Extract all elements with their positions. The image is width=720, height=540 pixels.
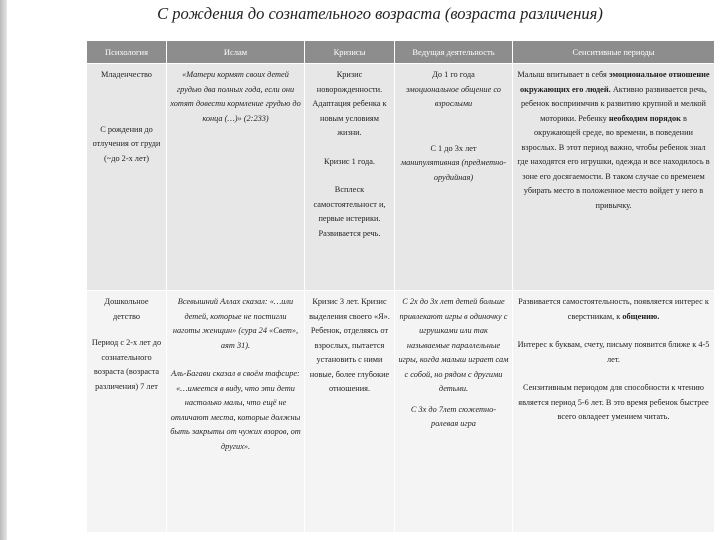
header-psychology: Психология [87, 41, 167, 64]
cell-crises [305, 64, 395, 291]
islam-quote-b: Аль-Багави сказал в своём тафсире: «…имеется в виду, что эти дети настолько малы, что ещё не отличают места, которые должны быть закрыты от чужих взоров, от других». [170, 369, 301, 451]
header-crises: Кризисы [305, 41, 395, 64]
cell-psychology [87, 64, 167, 291]
cell-islam [167, 64, 305, 291]
sens-bold-b: общению. [622, 311, 660, 321]
cell-activity [395, 291, 513, 533]
stage-title: Дошкольное детство [104, 297, 149, 321]
header-islam: Ислам [167, 41, 305, 64]
sens-bold-d: необходим порядок [608, 113, 681, 123]
activity-desc-2: С 3х до 7лет сюжетно-ролевая игра [410, 404, 497, 428]
header-sensitive-periods: Сенситивные периоды [513, 41, 715, 64]
sens-text-a: Развивается самостоятельность, появляется интерес к сверстникам, к [518, 297, 709, 321]
islam-quote: «Матери кормят своих детей грудью два полных года, если они хотят довести кормление грудью до конца (…)» (2:233) [170, 70, 301, 123]
table-header-row [87, 41, 715, 64]
sens-text-a: Малыш впитывает в себя [517, 70, 607, 79]
comparison-table [86, 40, 715, 533]
slide-title: С рождения до сознательного возраста (возраста различения) [157, 4, 603, 23]
crisis-description: Всплеск самостоятельност и, первые истерики. Развивается речь. [313, 185, 386, 238]
sens-text-e: в окружающей среде, во времени, в поведении взрослых. В этот период важно, чтобы ребенок знал где находятся его игрушки, одежда и все находилось в зоне его досягаемости. В таком случае со временем убирать место в положенное место войдет у него в привычку. [517, 113, 710, 210]
stage-period: С рождения до отлучения от груди (~до 2-х лет) [92, 124, 161, 163]
sens-bold-b: эмоциональное отношение окружающих его людей. [520, 70, 710, 94]
slide-left-bar [0, 0, 7, 540]
header-leading-activity: Ведущая деятельность [395, 41, 513, 64]
activity-age-1: До 1 го года [432, 70, 475, 79]
sens-text-d: Сензитивным периодом для способности к чтению является период 5-6 лет. В это время ребенок быстрее всего овладеет умением читать. [518, 383, 709, 421]
islam-quote-a: Всевышний Аллах сказал: «…или детей, которые не постигли наготы женщин» (сура 24 «Свет», аят 31). [172, 297, 299, 350]
cell-islam [167, 291, 305, 533]
cell-crises [305, 291, 395, 533]
stage-title: Младенчество [101, 70, 152, 79]
sens-text-c: Интерес к буквам, счету, письму появится ближе к 4-5 лет. [517, 340, 710, 364]
cell-sensitive [513, 291, 715, 533]
activity-age-2: С 1 до 3х лет [430, 143, 477, 153]
activity-desc-1: С 2х до 3х лет детей больше привлекают игры в одиночку с игрушками или так называемые параллельные игры, когда малыш играет сам с собой, но рядом с другими детьми. [398, 297, 509, 393]
sens-text-c: Активно развивается речь, ребенок восприимчив к развитию крупной и мелкой моторики. Ребенку [521, 84, 707, 123]
cell-sensitive [513, 64, 715, 291]
crisis-one-year: Кризис 1 года. [324, 156, 375, 166]
activity-desc-2: манипулятивная (предметно-орудийная) [400, 158, 507, 182]
cell-psychology [87, 291, 167, 533]
cell-activity [395, 64, 513, 291]
activity-desc-1: эмоциональное общение со взрослыми [406, 84, 501, 108]
table-row-preschool [87, 291, 715, 533]
table-row-infancy [87, 64, 715, 291]
crisis-newborn: Кризис новорожденности. Адаптация ребенка к новым условиям жизни. [312, 70, 387, 137]
stage-period: Период с 2-х лет до сознательного возраста (возраста различения) 7 лет [91, 338, 162, 391]
crisis-three-years: Кризис 3 лет. Кризис выделения своего «Я». Ребенок, отделяясь от взрослых, пытается установить с ними новые, более глубокие отношения. [309, 297, 390, 393]
